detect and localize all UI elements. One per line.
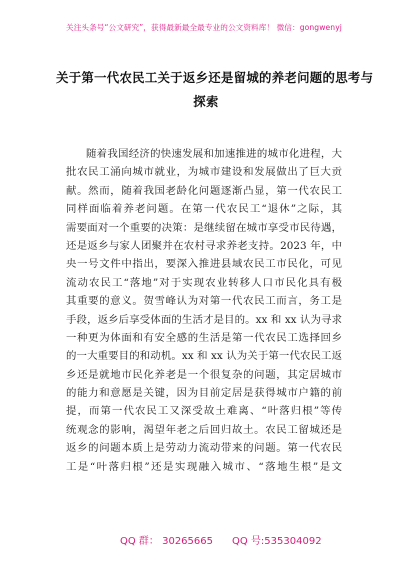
body-line: 献。然而，随着我国老龄化问题逐渐凸显，第一代农民工 <box>66 184 342 197</box>
body-line: 同样面临着养老问题。在第一代农民工“退休”之际，其 <box>66 203 342 216</box>
qq-account-number: QQ 号:535304092 <box>232 536 322 547</box>
body-line: 批农民工涌向城市就业，为城市建设和发展做出了巨大贡 <box>66 166 342 179</box>
body-line: 央一号文件中指出，要深入推进县域农民工市民化，可见 <box>66 258 342 271</box>
body-line: 还是返乡与家人团聚并在农村寻求养老支持。2023 年，中 <box>66 239 342 252</box>
title-line: 关于第一代农民工关于返乡还是留城的养老问题的思考与 <box>56 70 374 85</box>
body-line: 乡还是就地市民化养老是一个很复杂的问题，其定居城市 <box>66 368 342 381</box>
body-line: 的能力和意愿是关键，因为目前定居是获得城市户籍的前 <box>66 387 342 400</box>
body-line: 工是“叶落归根”还是实现融入城市、“落地生根”是文 <box>66 460 342 473</box>
body-line: 随着我国经济的快速发展和加速推进的城市化进程，大 <box>86 148 342 160</box>
footer-contacts <box>0 532 408 548</box>
body-line: 统观念的影响，渴望年老之后回归故土。农民工留城还是 <box>66 423 342 436</box>
qq-group-number: QQ 群： 30265665 <box>120 536 213 547</box>
body-line: 其重要的意义。贺雪峰认为对第一代农民工而言，务工是 <box>66 295 342 308</box>
body-line: 手段，返乡后享受体面的生活才是目的。xx 和 xx 认为寻求 <box>66 313 342 326</box>
title-line: 探索 <box>193 94 219 109</box>
document-body <box>66 145 342 476</box>
body-line: 的一大重要目的和动机。xx 和 xx 认为关于第一代农民工返 <box>66 350 342 363</box>
body-line: 提，而第一代农民工又深受故土难离、“叶落归根”等传 <box>66 405 342 418</box>
body-line: 一种更为体面和有安全感的生活是第一代农民工选择回乡 <box>66 331 342 344</box>
body-line: 返乡的问题本质上是劳动力流动带来的问题。第一代农民 <box>66 442 342 455</box>
document-title <box>56 66 374 114</box>
body-line: 需要面对一个重要的决策：是继续留在城市享受市民待遇， <box>66 221 342 234</box>
body-line: 流动农民工“落地”对于实现农业转移人口市民化具有极 <box>66 276 342 289</box>
header-banner: 关注头条号“公文研究”，获得最新最全最专业的公文资料库！ 微信：gongwenyj <box>66 23 342 32</box>
